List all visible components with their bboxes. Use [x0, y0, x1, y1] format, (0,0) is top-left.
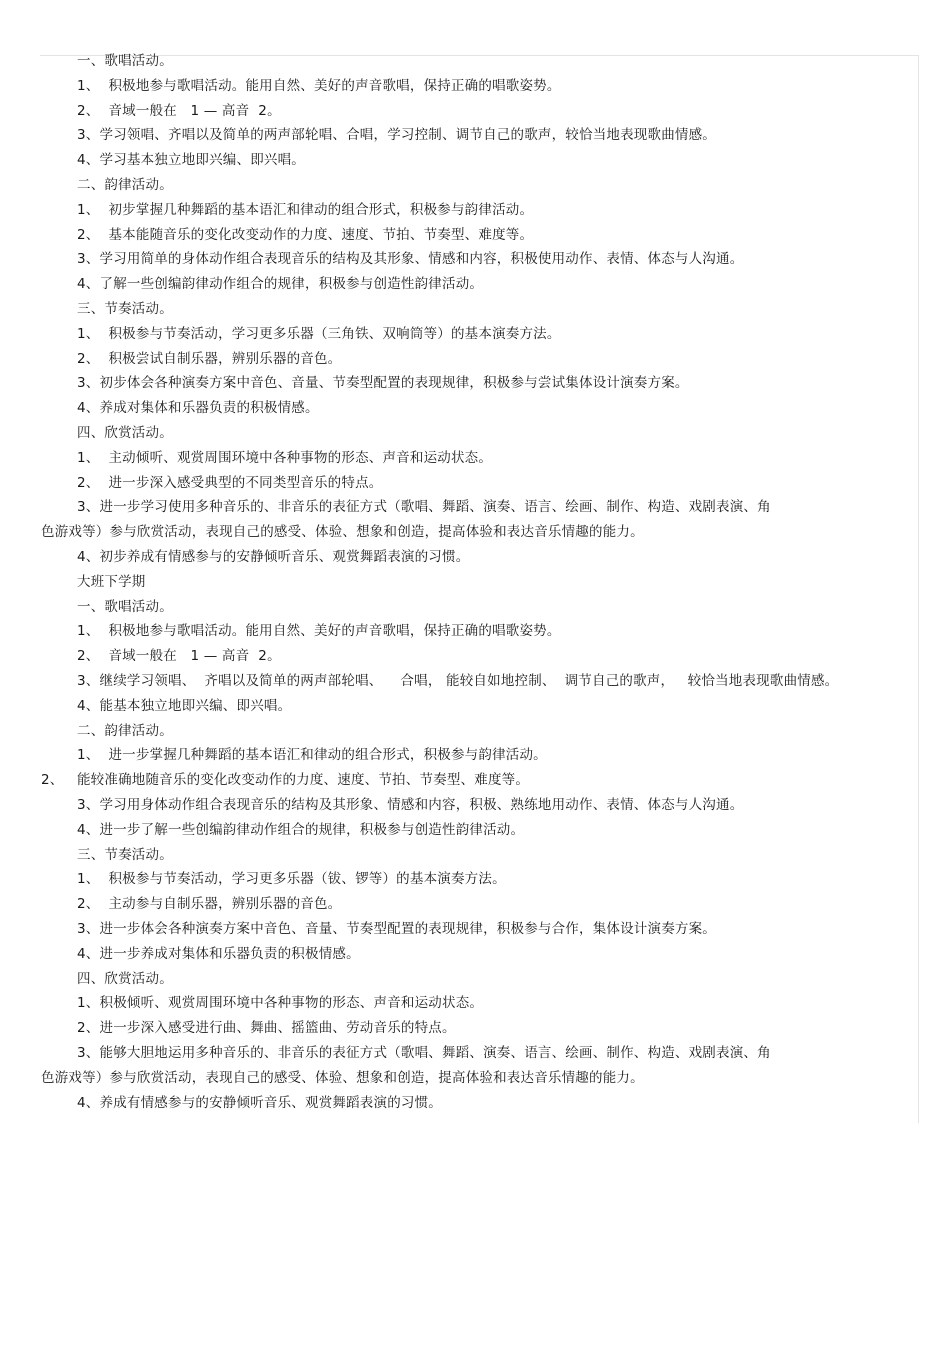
list-item: 3、进一步学习使用多种音乐的、非音乐的表征方式（歌唱、舞蹈、演奏、语言、绘画、制作、构造、戏剧表演、角: [77, 499, 771, 516]
list-item: 1、积极倾听、观赏周围环境中各种事物的形态、声音和运动状态。: [77, 995, 484, 1012]
section-heading: 一、歌唱活动。: [77, 53, 173, 69]
section-heading: 一、歌唱活动。: [77, 598, 173, 615]
section-heading: 四、欣赏活动。: [77, 970, 173, 987]
list-item: 3、初步体会各种演奏方案中音色、音量、节奏型配置的表现规律，积极参与尝试集体设计演奏方案。: [77, 375, 689, 392]
list-item-continuation: 色游戏等）参与欣赏活动，表现自己的感受、体验、想象和创造，提高体验和表达音乐情趣的能力。: [41, 1069, 644, 1086]
list-item: 4、进一步了解一些创编韵律动作组合的规律，积极参与创造性韵律活动。: [77, 821, 525, 838]
list-item: 4、养成对集体和乐器负责的积极情感。: [77, 400, 319, 417]
list-item: 4、了解一些创编韵律动作组合的规律，积极参与创造性韵律活动。: [77, 276, 484, 293]
list-item: 3、学习用简单的身体动作组合表现音乐的结构及其形象、情感和内容，积极使用动作、表情、体态与人沟通。: [77, 251, 744, 268]
list-item: 2、 基本能随音乐的变化改变动作的力度、速度、节拍、节奏型、难度等。: [77, 226, 534, 243]
list-item: 3、学习领唱、齐唱以及简单的两声部轮唱、合唱，学习控制、调节自己的歌声，较恰当地表现歌曲情感。: [77, 127, 716, 144]
list-item: 3、继续学习领唱、 齐唱以及简单的两声部轮唱、 合唱， 能较自如地控制、 调节自己的歌声， 较恰当地表现歌曲情感。: [77, 673, 839, 689]
list-item: 3、学习用身体动作组合表现音乐的结构及其形象、情感和内容，积极、熟练地用动作、表情、体态与人沟通。: [77, 797, 744, 813]
list-item: 1、 初步掌握几种舞蹈的基本语汇和律动的组合形式，积极参与韵律活动。: [77, 201, 534, 218]
list-item: 1、 积极参与节奏活动，学习更多乐器（三角铁、双响筒等）的基本演奏方法。: [77, 325, 561, 342]
list-item: 4、能基本独立地即兴编、即兴唱。: [77, 697, 292, 714]
section-heading: 三、节奏活动。: [77, 846, 173, 863]
section-heading: 三、节奏活动。: [77, 301, 173, 317]
section-heading: 二、韵律活动。: [77, 722, 173, 739]
list-item: 1、 积极参与节奏活动，学习更多乐器（钹、锣等）的基本演奏方法。: [77, 871, 506, 888]
list-item: 4、进一步养成对集体和乐器负责的积极情感。: [77, 945, 360, 962]
list-item: 2、进一步深入感受进行曲、舞曲、摇篮曲、劳动音乐的特点。: [77, 1020, 456, 1037]
list-item: 2、 进一步深入感受典型的不同类型音乐的特点。: [77, 474, 383, 491]
list-item: 2、 音域一般在 1 — 高音 2。: [77, 102, 281, 119]
list-item: 1、 积极地参与歌唱活动。能用自然、美好的声音歌唱，保持正确的唱歌姿势。: [77, 77, 561, 94]
list-item: 4、初步养成有情感参与的安静倾听音乐、观赏舞蹈表演的习惯。: [77, 549, 470, 565]
list-item: 2、 音域一般在 1 — 高音 2。: [77, 648, 281, 665]
list-item: 2、 能较准确地随音乐的变化改变动作的力度、速度、节拍、节奏型、难度等。: [41, 772, 530, 789]
list-item: 2、 主动参与自制乐器，辨别乐器的音色。: [77, 896, 342, 913]
list-item-continuation: 色游戏等）参与欣赏活动，表现自己的感受、体验、想象和创造，提高体验和表达音乐情趣的能力。: [41, 524, 644, 541]
section-heading: 四、欣赏活动。: [77, 425, 173, 441]
section-heading: 二、韵律活动。: [77, 177, 173, 193]
list-item: 1、 积极地参与歌唱活动。能用自然、美好的声音歌唱，保持正确的唱歌姿势。: [77, 623, 561, 640]
list-item: 4、学习基本独立地即兴编、即兴唱。: [77, 152, 305, 169]
list-item: 3、进一步体会各种演奏方案中音色、音量、节奏型配置的表现规律，积极参与合作，集体设计演奏方案。: [77, 921, 716, 937]
term-heading: 大班下学期: [77, 573, 146, 590]
list-item: 1、 进一步掌握几种舞蹈的基本语汇和律动的组合形式，积极参与韵律活动。: [77, 747, 547, 764]
list-item: 1、 主动倾听、观赏周围环境中各种事物的形态、声音和运动状态。: [77, 449, 493, 466]
list-item: 3、能够大胆地运用多种音乐的、非音乐的表征方式（歌唱、舞蹈、演奏、语言、绘画、制作、构造、戏剧表演、角: [77, 1045, 771, 1061]
list-item: 4、养成有情感参与的安静倾听音乐、观赏舞蹈表演的习惯。: [77, 1094, 442, 1111]
list-item: 2、 积极尝试自制乐器，辨别乐器的音色。: [77, 350, 342, 367]
